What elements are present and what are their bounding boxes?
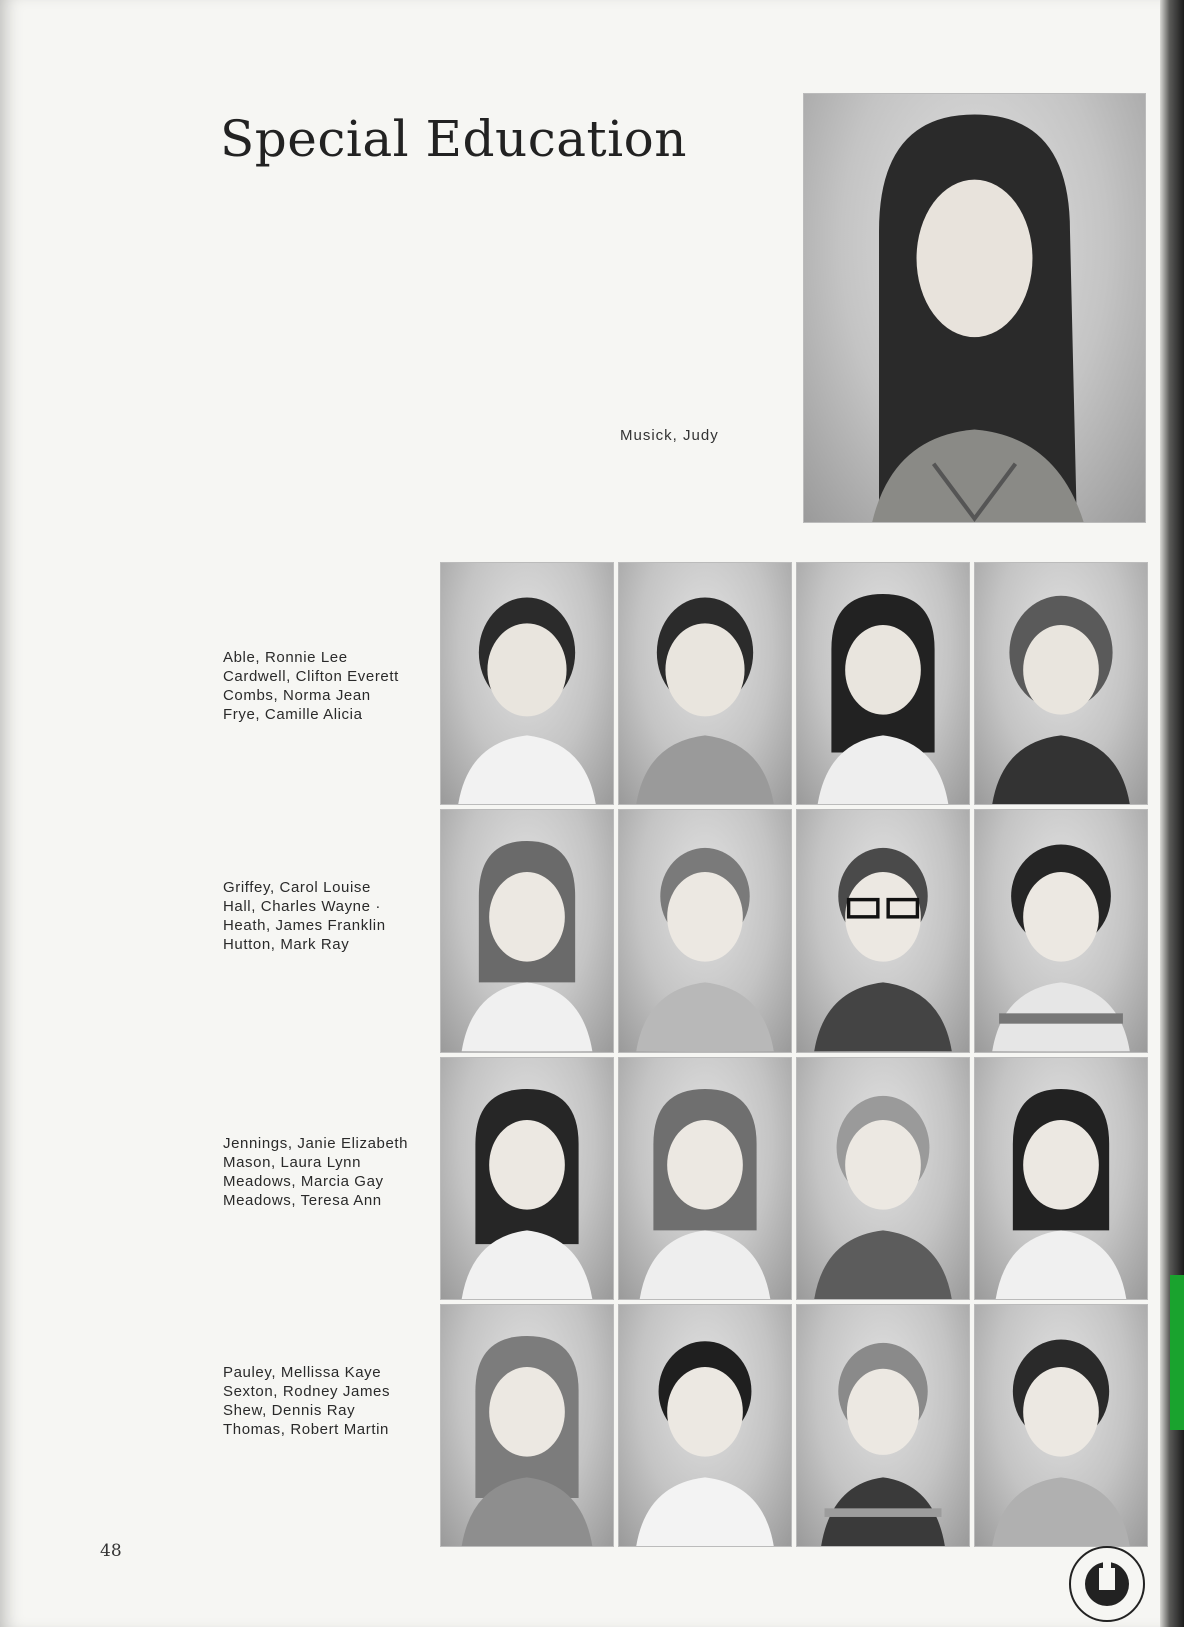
student-name: Griffey, Carol Louise	[223, 879, 371, 896]
student-name: Meadows, Marcia Gay	[223, 1173, 384, 1190]
publisher-seal	[1064, 1542, 1150, 1622]
student-portrait	[440, 1057, 614, 1300]
student-portrait	[618, 1057, 792, 1300]
student-portrait	[618, 809, 792, 1052]
student-portrait	[974, 1304, 1148, 1547]
student-portrait	[440, 562, 614, 805]
student-name: Pauley, Mellissa Kaye	[223, 1364, 382, 1381]
student-name: Heath, James Franklin	[223, 917, 386, 934]
student-name: Hall, Charles Wayne ·	[223, 898, 381, 915]
student-name: Combs, Norma Jean	[223, 687, 371, 704]
student-name: Hutton, Mark Ray	[223, 936, 350, 953]
student-portrait	[618, 1304, 792, 1547]
page-title: Special Education	[220, 110, 687, 168]
tab-marker	[1170, 1275, 1184, 1430]
name-list	[223, 1134, 408, 1210]
student-name: Jennings, Janie Elizabeth	[223, 1135, 409, 1152]
name-list	[223, 1363, 390, 1439]
student-name: Cardwell, Clifton Everett	[223, 668, 399, 685]
student-portrait	[440, 809, 614, 1052]
student-portrait	[796, 1304, 970, 1547]
student-name: Frye, Camille Alicia	[223, 706, 363, 723]
teacher-portrait	[803, 93, 1146, 523]
student-name: Sexton, Rodney James	[223, 1383, 391, 1400]
student-portrait	[974, 809, 1148, 1052]
student-portrait	[974, 1057, 1148, 1300]
student-name: Thomas, Robert Martin	[223, 1421, 389, 1438]
name-list	[223, 878, 386, 954]
student-name: Able, Ronnie Lee	[223, 649, 348, 666]
student-portrait	[440, 1304, 614, 1547]
page-number: 48	[100, 1541, 122, 1561]
name-list	[223, 648, 399, 724]
teacher-name: Musick, Judy	[620, 427, 719, 444]
student-portrait	[796, 809, 970, 1052]
student-name: Shew, Dennis Ray	[223, 1402, 356, 1419]
student-name: Meadows, Teresa Ann	[223, 1192, 382, 1209]
student-name: Mason, Laura Lynn	[223, 1154, 362, 1171]
student-photo-grid	[440, 562, 1148, 1547]
student-portrait	[796, 562, 970, 805]
student-portrait	[796, 1057, 970, 1300]
student-portrait	[974, 562, 1148, 805]
student-portrait	[618, 562, 792, 805]
